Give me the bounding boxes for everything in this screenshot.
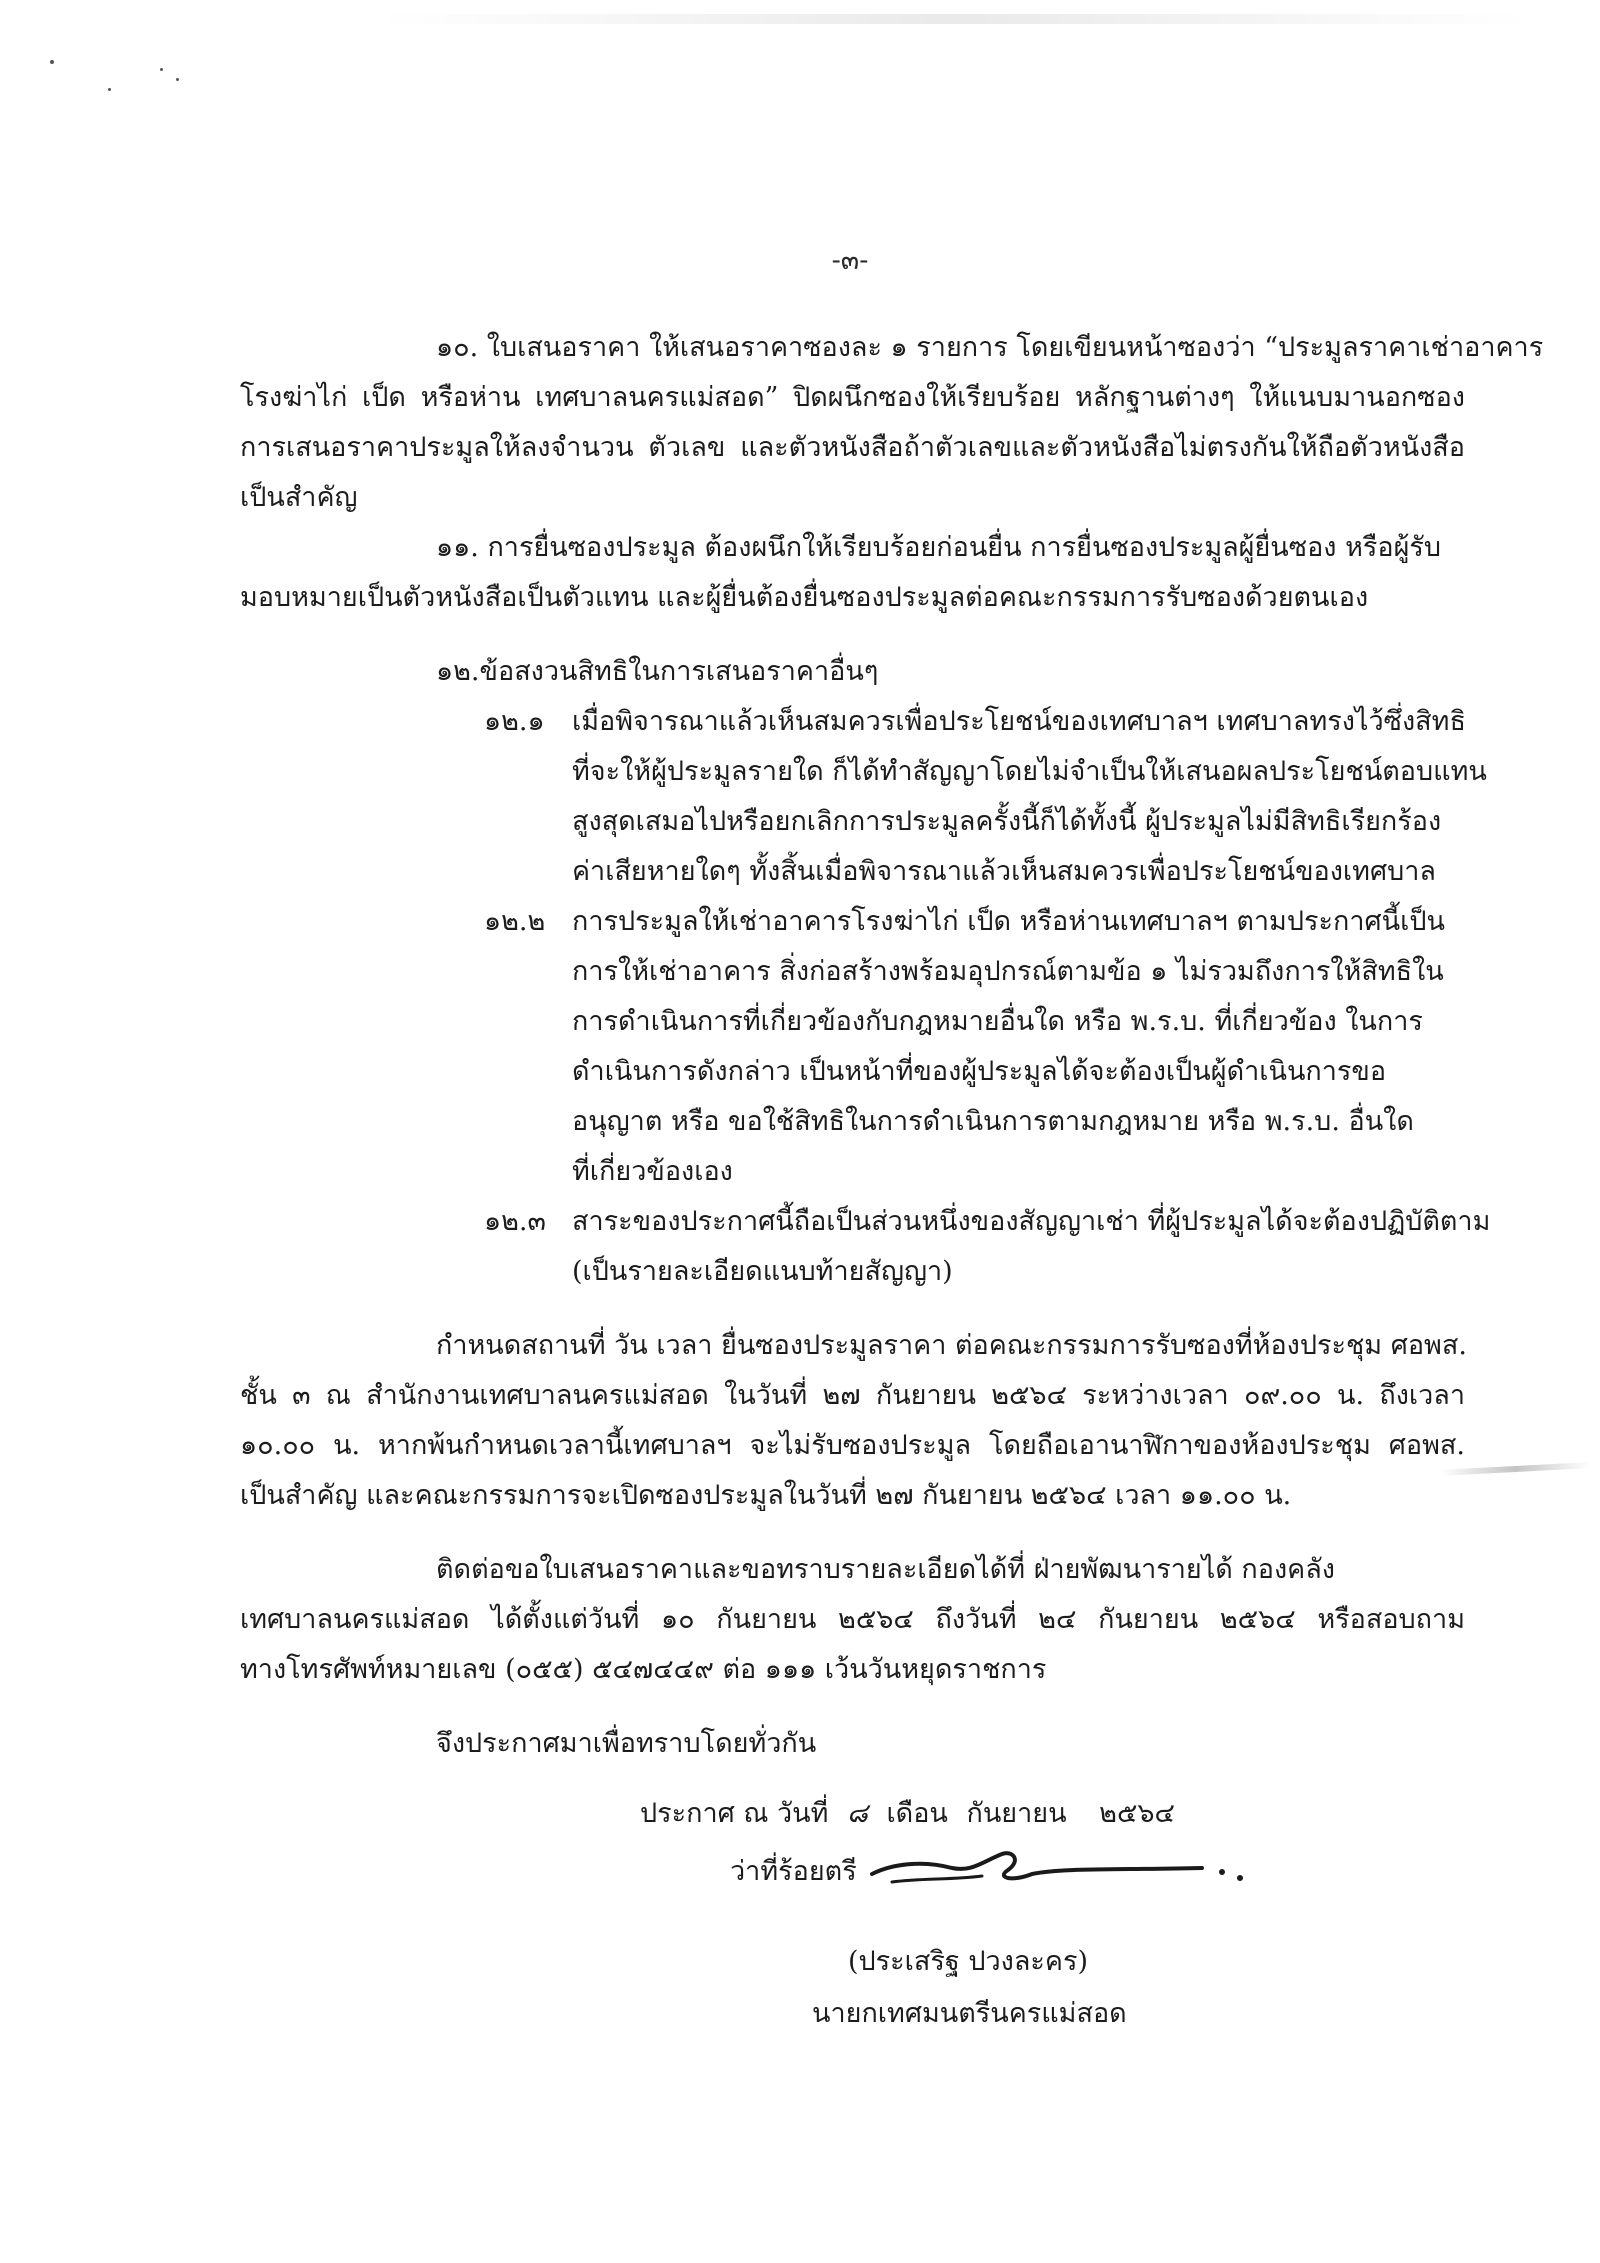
item12-heading: ๑๒.ข้อสงวนสิทธิในการเสนอราคาอื่นๆ: [436, 656, 879, 687]
item12-2-line: อนุญาต หรือ ขอใช้สิทธิในการดำเนินการตามกฎหมาย หรือ พ.ร.บ. อื่นใด: [572, 1106, 1414, 1137]
announce-date: [640, 1794, 1175, 1834]
item12-1-line: ที่จะให้ผู้ประมูลรายใด ก็ได้ทำสัญญาโดยไม่จำเป็นให้เสนอผลประโยชน์ตอบแทน: [572, 756, 1487, 787]
item11-line2: มอบหมายเป็นตัวหนังสือเป็นตัวแทน และผู้ยื่นต้องยื่นซองประมูลต่อคณะกรรมการรับซองด้วยตนเอง: [240, 582, 1369, 613]
signatory-position: นายกเทศมนตรีนครแม่สอด: [812, 1998, 1127, 2029]
schedule-line4: เป็นสำคัญ และคณะกรรมการจะเปิดซองประมูลในวันที่ ๒๗ กันยายน ๒๕๖๔ เวลา ๑๑.๐๐ น.: [240, 1480, 1292, 1511]
item12-1-number: ๑๒.๑: [484, 706, 545, 737]
contact-line2: เทศบาลนครแม่สอด ได้ตั้งแต่วันที่ ๑๐ กันยายน ๒๕๖๔ ถึงวันที่ ๒๔ กันยายน ๒๕๖๔ หรือสอบถาม: [240, 1604, 1465, 1635]
announce-date-month: กันยายน: [966, 1798, 1067, 1829]
item12-1-line: สูงสุดเสมอไปหรือยกเลิกการประมูลครั้งนี้ก็ได้ทั้งนี้ ผู้ประมูลไม่มีสิทธิเรียกร้อง: [572, 806, 1442, 837]
item10-line1: ๑๐. ใบเสนอราคา ให้เสนอราคาซองละ ๑ รายการ โดยเขียนหน้าซองว่า “ประมูลราคาเช่าอาคาร: [436, 332, 1544, 363]
signatory-name: (ประเสริฐ ปวงละคร): [848, 1946, 1088, 1977]
scan-speck: [176, 78, 179, 81]
item12-3-number: ๑๒.๓: [484, 1206, 546, 1237]
item12-2-line: การดำเนินการที่เกี่ยวข้องกับกฎหมายอื่นใด หรือ พ.ร.บ. ที่เกี่ยวข้อง ในการ: [572, 1006, 1423, 1037]
announce-date-year: ๒๕๖๔: [1099, 1798, 1175, 1829]
contact-line1: ติดต่อขอใบเสนอราคาและขอทราบรายละเอียดได้ที่ ฝ่ายพัฒนารายได้ กองคลัง: [436, 1554, 1335, 1585]
announce-date-day: ๘: [847, 1798, 868, 1829]
contact-line3: ทางโทรศัพท์หมายเลข (๐๕๕) ๕๔๗๔๔๙ ต่อ ๑๑๑ เว้นวันหยุดราชการ: [240, 1654, 1047, 1685]
scan-speck: [108, 88, 111, 91]
announce-date-prefix: ประกาศ ณ วันที่: [640, 1798, 829, 1829]
closing-statement: จึงประกาศมาเพื่อทราบโดยทั่วกัน: [436, 1728, 817, 1759]
item10-line3: การเสนอราคาประมูลให้ลงจำนวน ตัวเลข และตัวหนังสือถ้าตัวเลขและตัวหนังสือไม่ตรงกันให้ถือตัวหนังสือ: [240, 432, 1465, 463]
scan-speck: [50, 60, 54, 64]
item10-line2: โรงฆ่าไก่ เป็ด หรือห่าน เทศบาลนครแม่สอด” ปิดผนึกซองให้เรียบร้อย หลักฐานต่างๆ ให้แนบมานอกซอง: [240, 382, 1465, 413]
item11-line1: ๑๑. การยื่นซองประมูล ต้องผนึกให้เรียบร้อยก่อนยื่น การยื่นซองประมูลผู้ยื่นซอง หรือผู้รับ: [436, 532, 1442, 563]
item12-2-line: การประมูลให้เช่าอาคารโรงฆ่าไก่ เป็ด หรือห่านเทศบาลฯ ตามประกาศนี้เป็น: [572, 906, 1445, 937]
item12-3-line: สาระของประกาศนี้ถือเป็นส่วนหนึ่งของสัญญาเช่า ที่ผู้ประมูลได้จะต้องปฏิบัติตาม: [572, 1206, 1491, 1237]
item12-1-line: เมื่อพิจารณาแล้วเห็นสมควรเพื่อประโยชน์ของเทศบาลฯ เทศบาลทรงไว้ซึ่งสิทธิ: [572, 706, 1466, 737]
handwritten-signature: [862, 1842, 1262, 1902]
announce-date-month-label: เดือน: [886, 1798, 948, 1829]
item10-line4: เป็นสำคัญ: [240, 482, 358, 513]
scan-artifact: [380, 14, 1530, 24]
signatory-rank: ว่าที่ร้อยตรี: [730, 1856, 857, 1887]
item12-1-line: ค่าเสียหายใดๆ ทั้งสิ้นเมื่อพิจารณาแล้วเห็นสมควรเพื่อประโยชน์ของเทศบาล: [572, 856, 1436, 887]
schedule-line2: ชั้น ๓ ณ สำนักงานเทศบาลนครแม่สอด ในวันที่ ๒๗ กันยายน ๒๕๖๔ ระหว่างเวลา ๐๙.๐๐ น. ถึงเวลา: [240, 1380, 1465, 1411]
item12-2-line: ที่เกี่ยวข้องเอง: [572, 1156, 733, 1187]
item12-2-number: ๑๒.๒: [484, 906, 546, 937]
schedule-line3: ๑๐.๐๐ น. หากพ้นกำหนดเวลานี้เทศบาลฯ จะไม่รับซองประมูล โดยถือเอานาฬิกาของห้องประชุม ศอพส.: [240, 1430, 1465, 1461]
schedule-line1: กำหนดสถานที่ วัน เวลา ยื่นซองประมูลราคา ต่อคณะกรรมการรับซองที่ห้องประชุม ศอพส.: [436, 1330, 1467, 1361]
item12-2-line: การให้เช่าอาคาร สิ่งก่อสร้างพร้อมอุปกรณ์ตามข้อ ๑ ไม่รวมถึงการให้สิทธิใน: [572, 956, 1444, 987]
scan-speck: [160, 68, 163, 71]
item12-3-line: (เป็นรายละเอียดแนบท้ายสัญญา): [572, 1256, 953, 1287]
page-number: -๓-: [831, 245, 869, 276]
item12-2-line: ดำเนินการดังกล่าว เป็นหน้าที่ของผู้ประมูลได้จะต้องเป็นผู้ดำเนินการขอ: [572, 1056, 1387, 1087]
